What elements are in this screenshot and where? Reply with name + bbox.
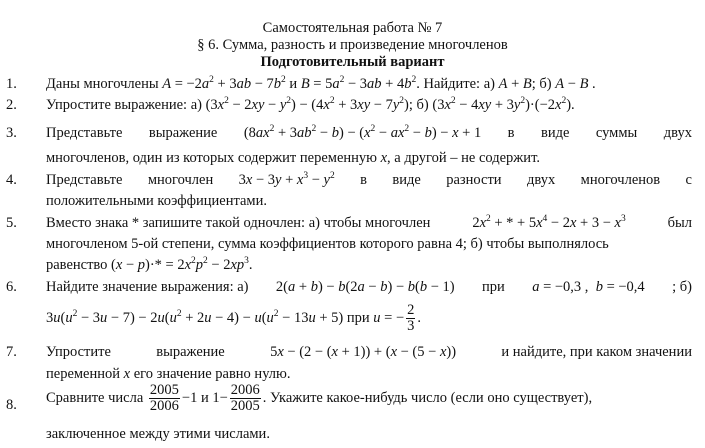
item-6-text: при <box>482 279 505 295</box>
item-4-line-2: положительными коэффициентами. <box>46 193 267 209</box>
item-4-word: многочленов <box>580 172 661 188</box>
item-7-text: переменной <box>46 366 121 382</box>
item-3-word: в <box>507 125 515 141</box>
item-4-word: в <box>360 172 367 188</box>
item-3-word: выражение <box>148 125 218 141</box>
item-number-7: 7. <box>6 344 17 360</box>
item-6-line-1 <box>46 279 692 296</box>
item-8-line-2: заключенное между этими числами. <box>46 426 270 442</box>
item-5-text: был <box>667 215 692 231</box>
item-5-text: Вместо знака * запишите такой одночлен: а) чтобы многочлен <box>46 215 431 231</box>
item-7-text: и найдите, при каком значении <box>501 344 692 360</box>
item-number-5: 5. <box>6 215 17 231</box>
item-number-3: 3. <box>6 125 17 141</box>
item-7-line-2: переменной x его значение равно нулю. <box>46 366 291 382</box>
item-1-line-1: Даны многочлены $A = -2a^2 + 3ab - 7b^2$ и $B = 5a^2 - 3ab + 4b^2$. Найдите: а) A + B; б) A − B . <box>46 75 596 92</box>
item-2-line-1: Упростите выражение: а) $(3x^2 - 2xy - y^2) - (4x^2 + 3xy - 7y^2)$; б) $(3x^2 - 4xy + 3y^2)\cdot(-2x^2)$. <box>46 96 575 113</box>
fraction-2006-2005: $\frac{2006}{2005}$ <box>230 382 260 414</box>
item-2-text: Упростите выражение: а) <box>46 97 202 113</box>
header-title: Самостоятельная работа № 7 <box>262 20 443 36</box>
item-3-text: , а другой – не содержит. <box>387 150 540 166</box>
item-6-text: при <box>346 309 370 326</box>
item-7-expression: 5x − (2 − (x + 1)) + (x − (5 − x)) <box>270 344 457 360</box>
item-8-text: . Укажите какое-нибудь число (если оно существует), <box>262 389 593 406</box>
item-3-word: двух <box>663 125 692 141</box>
item-6-line-2: $3u(u^2 - 3u - 7) - 2u(u^2 + 2u - 4) - u(u^2 - 13u + 5)$ при u = − $\frac{2}{3}$ . <box>46 302 421 334</box>
item-8-line-1: Сравните числа $\frac{2005}{2006}$ −1 и 1− $\frac{2006}{2005}$ . Укажите какое-нибудь число (если оно существует), <box>46 382 593 414</box>
fraction-2005-2006: $\frac{2005}{2006}$ <box>149 382 179 414</box>
item-4-word: с <box>685 172 692 188</box>
item-number-6: 6. <box>6 279 17 295</box>
item-3-text: многочленов, один из которых содержит переменную <box>46 150 377 166</box>
item-6-values: a = −0,3 , b = −0,4 <box>532 279 645 295</box>
item-1-b: ; б) <box>531 76 552 92</box>
item-3-word: суммы <box>595 125 638 141</box>
item-5-line-3: равенство $(x - p)\cdot* = 2x^2p^2 - 2xp^3$. <box>46 256 253 273</box>
item-6-text: ; б) <box>672 279 692 295</box>
item-4-line-1 <box>46 172 692 189</box>
item-number-8: 8. <box>6 397 17 413</box>
header-variant: Подготовительный вариант <box>260 54 445 70</box>
item-4-word: разности <box>446 172 502 188</box>
item-number-4: 4. <box>6 172 17 188</box>
item-number-1: 1. <box>6 76 17 92</box>
item-4-word: многочлен <box>147 172 214 188</box>
item-1-find: . Найдите: а) <box>416 76 495 92</box>
item-4-word: Представьте <box>46 172 123 188</box>
item-5-expression: $2x^2$ + * + $5x^4 - 2x + 3 - x^3$ <box>472 214 626 231</box>
item-number-2: 2. <box>6 97 17 113</box>
item-7-text: его значение равно нулю. <box>133 366 291 382</box>
item-8-text: Сравните числа <box>46 389 144 406</box>
item-3-word: виде <box>540 125 570 141</box>
item-6-expression: 2(a + b) − b(2a − b) − b(b − 1) <box>275 279 455 295</box>
item-4-word: двух <box>527 172 556 188</box>
item-7-word: Упростите <box>46 344 111 360</box>
item-3-word: Представьте <box>46 125 123 141</box>
item-3-line-2: многочленов, один из которых содержит переменную x, а другой – не содержит. <box>46 150 540 166</box>
item-7-word: выражение <box>156 344 225 360</box>
item-5-text: равенство <box>46 257 108 273</box>
fraction-two-thirds: $\frac{2}{3}$ <box>407 302 415 334</box>
header-section: § 6. Сумма, разность и произведение многочленов <box>197 37 508 53</box>
item-7-line-1 <box>46 344 692 361</box>
item-2-b: ; б) <box>408 97 429 113</box>
item-1-text: Даны многочлены <box>46 76 159 92</box>
item-5-line-1 <box>46 215 692 232</box>
item-8-text: и <box>200 389 209 406</box>
item-4-word: виде <box>392 172 421 188</box>
item-3-line-1 <box>46 125 692 142</box>
item-6-text: Найдите значение выражения: а) <box>46 279 249 295</box>
item-3-expression: $(8ax^2 + 3ab^2 - b) - (x^2 - ax^2 - b) - x + 1$ <box>243 124 482 141</box>
item-4-expression: $3x - 3y + x^3 - y^2$ <box>238 171 335 188</box>
item-5-line-2: многочленом 5-ой степени, сумма коэффициентов которого равна 4; б) чтобы выполнялось <box>46 236 609 252</box>
